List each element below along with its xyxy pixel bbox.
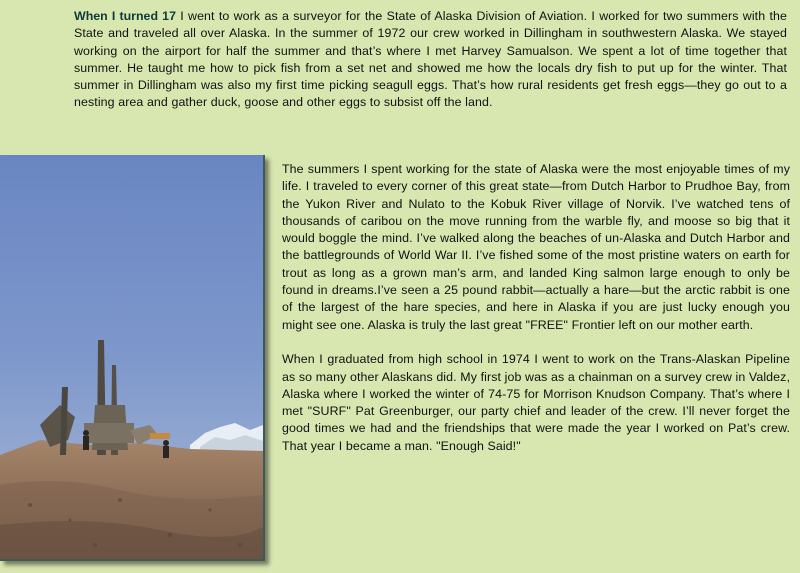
intro-lead: When I turned 17	[74, 9, 176, 23]
body-paragraph-2: When I graduated from high school in 1974 I went to work on the Trans-Alaskan Pipeline as so many other Alaskans did. My first job was as a chainman on a survey crew in Valdez, Alaska where I worked the winter of 74-75 for Morrison Knudson Company. That’s where I met "SURF" Pat Greenburger, our party chief and leader of the crew. I’ll never forget the good times we had and the friendships that were made the year I worked on Pat’s crew. That year I became a man. "Enough Said!"	[282, 352, 790, 453]
body-paragraph-1: The summers I spent working for the state of Alaska were the most enjoyable times of my life. I traveled to every corner of this great state—from Dutch Harbor to Prudhoe Bay, from the Yukon River and Nulato to the Kobuk River village of Norvik. I’ve watched tens of thousands of caribou on the move running from the warble fly, and moose so big that it would boggle the mind. I’ve walked along the beaches of un-Alaska and Dutch Harbor and the battlegrounds of World War II. I’ve fished some of the most pristine waters on earth for trout as long as a grown man’s arm, and landed King salmon large enough to only be found in dreams.I’ve seen a 25 pound rabbit—actually a hare—but the arctic rabbit is one of the largest of the hare species, and here in Alaska if you are just lucky enough you might see one. Alaska is truly the last great "FREE" Frontier left on our mother earth.	[282, 162, 790, 332]
intro-text: I went to work as a surveyor for the State of Alaska Division of Aviation. I worked for two summers with the State and traveled all over Alaska. In the summer of 1972 our crew worked in Dillingham in southwestern Alaska. We stayed working on the airport for half the summer and that’s where I met Harvey Samualson. We spent a lot of time together that summer. He taught me how to pick fish from a set net and showed me how the locals dry fish to put up for the winter. That summer in Dillingham was also my first time picking seagull eggs. That’s how rural residents get fresh eggs—they go out to a nesting area and gather duck, goose and other eggs to subsist off the land.	[74, 9, 787, 110]
intro-paragraph	[74, 8, 787, 112]
body-text-column	[282, 161, 790, 472]
drilling-rig-photo	[0, 155, 265, 561]
